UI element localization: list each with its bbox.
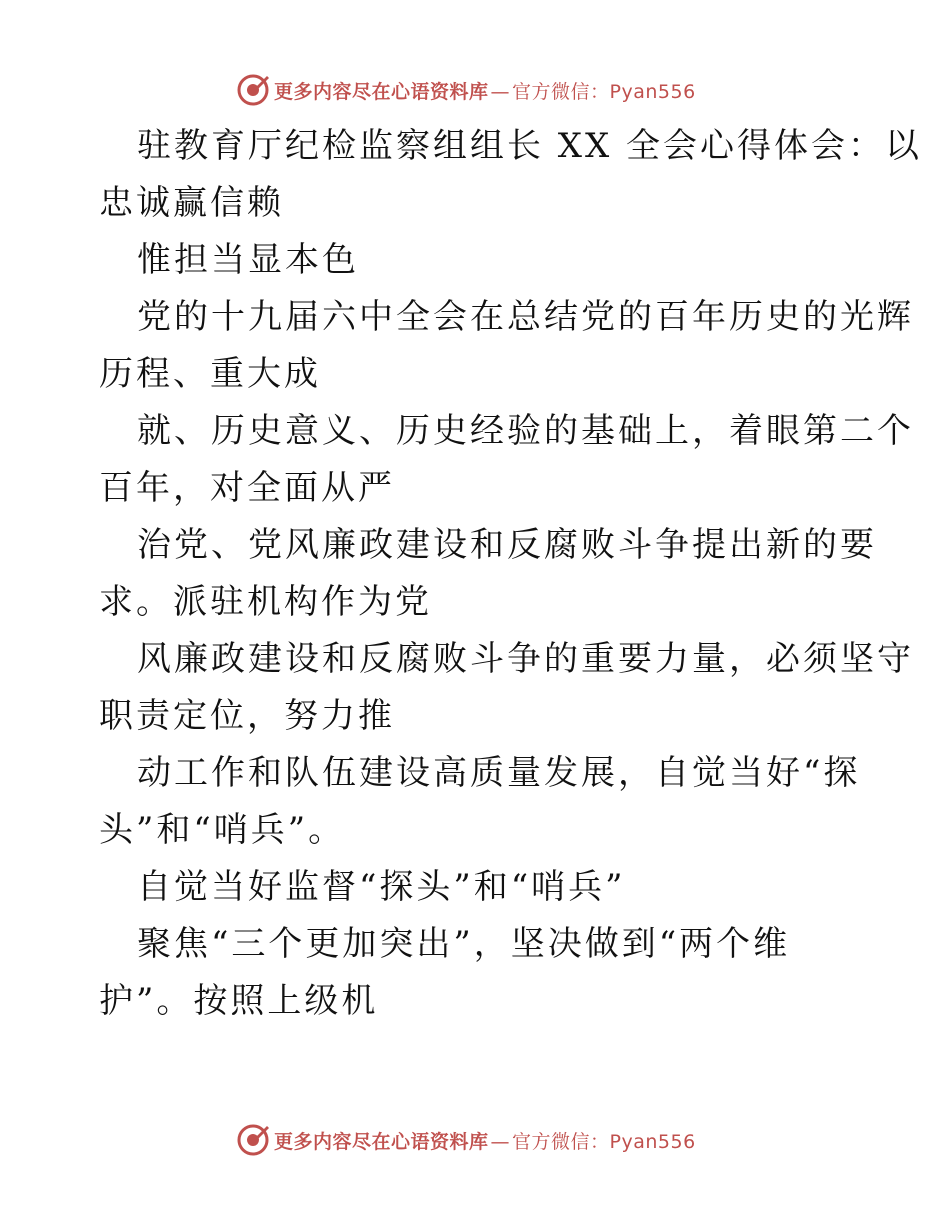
text-line: 求。派驻机构作为党 [99,582,432,622]
text-line: 忠诚赢信赖 [99,183,284,223]
text-line: 惟担当显本色 [137,240,359,280]
text-line: 职责定位，努力推 [99,696,395,736]
text-line: 聚焦“三个更加突出”，坚决做到“两个维 [137,924,791,964]
footer-watermark [236,1122,736,1158]
text-line: 百年，对全面从严 [99,468,395,508]
text-line: 党的十九届六中全会在总结党的百年历史的光辉 [137,297,914,337]
watermark-text: 更多内容尽在心语资料库 — 官方微信：Pyan556 [274,80,696,103]
text-line: 治党、党风廉政建设和反腐败斗争提出新的要 [137,525,877,565]
pen-logo-icon [236,73,270,107]
pen-logo-icon [236,1123,270,1157]
text-line: 动工作和队伍建设高质量发展，自觉当好“探 [137,753,861,793]
text-line: 历程、重大成 [99,354,321,394]
text-line: 头”和“哨兵”。 [99,810,346,850]
text-line: 自觉当好监督“探头”和“哨兵” [137,867,626,907]
document-body [99,118,923,1030]
text-line: 风廉政建设和反腐败斗争的重要力量，必须坚守 [137,639,914,679]
text-line: 就、历史意义、历史经验的基础上，着眼第二个 [137,411,914,451]
header-watermark [236,72,736,108]
watermark-text: 更多内容尽在心语资料库 — 官方微信：Pyan556 [274,1130,696,1153]
text-line: 驻教育厅纪检监察组组长 XX 全会心得体会：以 [137,126,923,166]
text-line: 护”。按照上级机 [99,981,379,1021]
